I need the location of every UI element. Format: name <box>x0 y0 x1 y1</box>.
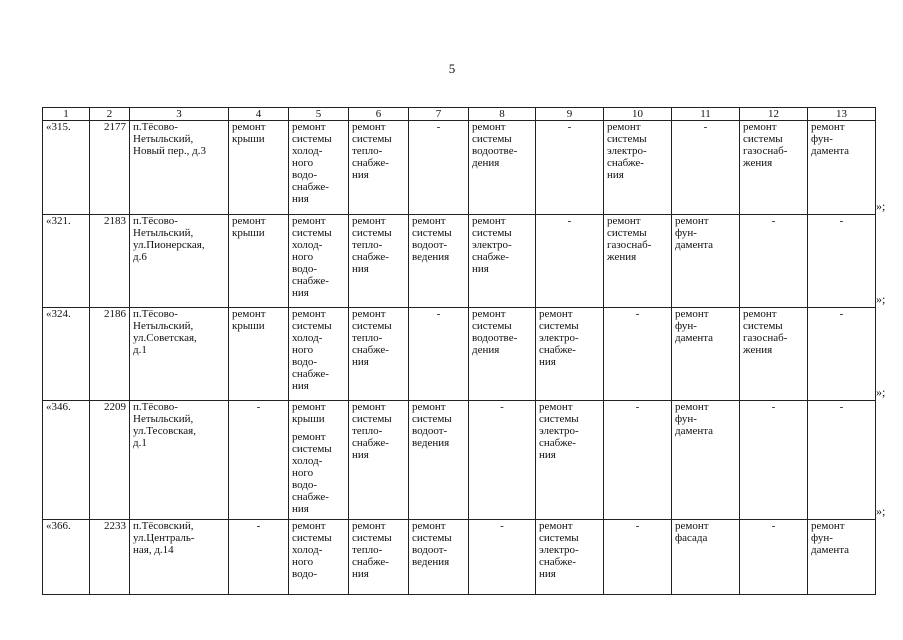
table-row <box>43 215 876 308</box>
table-row <box>43 308 876 401</box>
cell-line: системы <box>352 413 392 425</box>
work-cell <box>349 121 409 215</box>
cell-line: ремонт <box>352 215 386 227</box>
cell-line: ул.Тесовская, <box>133 425 196 437</box>
cell-line: ремонт <box>232 215 266 227</box>
row-number: «366. <box>43 520 90 595</box>
cell-line: ного <box>292 157 314 169</box>
cell-line: дения <box>472 157 500 169</box>
cell-line: снабже- <box>292 368 329 380</box>
cell-line: фун- <box>675 320 697 332</box>
cell-line: системы <box>292 227 332 239</box>
row-number: «324. <box>43 308 90 401</box>
cell-line: ул.Советская, <box>133 332 197 344</box>
cell-line: системы <box>472 133 512 145</box>
work-cell <box>469 308 536 401</box>
cell-line: дамента <box>675 332 714 344</box>
cell-line: ремонт <box>743 308 777 320</box>
row-end-quote: »; <box>876 198 886 213</box>
cell-line: крыши <box>292 413 325 425</box>
work-cell <box>740 121 808 215</box>
cell-line: ремонт <box>292 431 326 443</box>
empty-cell: - <box>740 215 808 308</box>
cell-line: снабже- <box>472 251 509 263</box>
cell-line: ремонт <box>412 520 446 532</box>
cell-line: ния <box>352 356 369 368</box>
empty-cell: - <box>229 401 289 520</box>
cell-line: снабже- <box>352 437 389 449</box>
cell-line: снабже- <box>352 556 389 568</box>
address-cell <box>130 121 229 215</box>
cell-line: п.Тёсово- <box>133 215 178 227</box>
cell-line: ремонт <box>472 121 506 133</box>
cell-line: системы <box>743 320 783 332</box>
cell-line: д.1 <box>133 344 147 356</box>
work-cell <box>672 520 740 595</box>
cell-line: ремонт <box>472 308 506 320</box>
cell-line: ния <box>292 287 309 299</box>
cell-line: д.6 <box>133 251 147 263</box>
cell-line: водо- <box>292 263 318 275</box>
cell-line: холод- <box>292 239 323 251</box>
work-cell <box>289 520 349 595</box>
empty-cell: - <box>604 520 672 595</box>
cell-line: ремонт <box>539 308 573 320</box>
work-cell <box>672 215 740 308</box>
cell-line: системы <box>412 413 452 425</box>
cell-line: газоснаб- <box>743 332 788 344</box>
cell-line: ремонт <box>292 520 326 532</box>
cell-line: дамента <box>811 544 850 556</box>
cell-line: жения <box>743 344 773 356</box>
empty-cell: - <box>604 401 672 520</box>
cell-line: системы <box>292 320 332 332</box>
cell-line: снабже- <box>539 437 576 449</box>
repair-schedule-table <box>42 107 876 595</box>
cell-line: фун- <box>811 532 833 544</box>
cell-line: крыши <box>232 227 265 239</box>
work-cell <box>289 308 349 401</box>
col-header: 12 <box>740 108 808 121</box>
address-cell <box>130 401 229 520</box>
cell-line: фун- <box>675 227 697 239</box>
empty-cell: - <box>409 121 469 215</box>
work-cell <box>289 401 349 520</box>
cell-line: водо- <box>292 568 318 580</box>
cell-line: ния <box>292 193 309 205</box>
empty-cell: - <box>409 308 469 401</box>
col-header: 7 <box>409 108 469 121</box>
work-cell <box>672 308 740 401</box>
cell-line: электро- <box>472 239 512 251</box>
cell-line: системы <box>292 133 332 145</box>
col-header: 2 <box>90 108 130 121</box>
cell-line: п.Тёсово- <box>133 121 178 133</box>
cell-line: ния <box>539 449 556 461</box>
cell-line: жения <box>743 157 773 169</box>
work-cell <box>349 520 409 595</box>
work-cell <box>229 121 289 215</box>
cell-line: электро- <box>539 425 579 437</box>
cell-line: снабже- <box>292 491 329 503</box>
building-id: 2186 <box>90 308 130 401</box>
cell-line: ния <box>539 356 556 368</box>
cell-line: тепло- <box>352 332 383 344</box>
work-cell <box>536 308 604 401</box>
cell-line: ремонт <box>607 121 641 133</box>
cell-line: водоот- <box>412 544 448 556</box>
cell-line: крыши <box>232 133 265 145</box>
table-row <box>43 401 876 520</box>
cell-line: снабже- <box>352 251 389 263</box>
work-cell <box>672 401 740 520</box>
cell-line: ремонт <box>675 401 709 413</box>
cell-line: системы <box>472 320 512 332</box>
cell-line: ния <box>292 503 309 515</box>
cell-line: снабже- <box>607 157 644 169</box>
work-cell <box>349 401 409 520</box>
cell-line: Нетыльский, <box>133 413 194 425</box>
empty-cell: - <box>604 308 672 401</box>
cell-line: п.Тёсово- <box>133 308 178 320</box>
cell-line: ния <box>292 380 309 392</box>
cell-line: ного <box>292 344 314 356</box>
cell-line: холод- <box>292 544 323 556</box>
col-header: 1 <box>43 108 90 121</box>
cell-line: ремонт <box>539 401 573 413</box>
empty-cell: - <box>672 121 740 215</box>
cell-line: снабже- <box>539 556 576 568</box>
work-cell <box>409 520 469 595</box>
work-cell <box>229 308 289 401</box>
cell-line: системы <box>412 532 452 544</box>
cell-line: тепло- <box>352 544 383 556</box>
cell-line: системы <box>472 227 512 239</box>
cell-line: водоотве- <box>472 332 518 344</box>
work-cell <box>808 520 876 595</box>
cell-line: ремонт <box>607 215 641 227</box>
cell-line: ния <box>352 449 369 461</box>
cell-line: дения <box>472 344 500 356</box>
cell-line: газоснаб- <box>743 145 788 157</box>
cell-line: Нетыльский, <box>133 227 194 239</box>
cell-line: ведения <box>412 556 450 568</box>
work-cell <box>409 215 469 308</box>
cell-line: ного <box>292 467 314 479</box>
cell-line: ведения <box>412 251 450 263</box>
cell-line: дамента <box>675 425 714 437</box>
col-header: 11 <box>672 108 740 121</box>
cell-line: электро- <box>607 145 647 157</box>
cell-line: холод- <box>292 455 323 467</box>
cell-line: газоснаб- <box>607 239 652 251</box>
cell-line: ремонт <box>675 215 709 227</box>
address-cell <box>130 520 229 595</box>
cell-line: тепло- <box>352 239 383 251</box>
work-cell <box>229 215 289 308</box>
row-end-quote: »; <box>876 503 886 518</box>
cell-line: водо- <box>292 479 318 491</box>
building-id: 2183 <box>90 215 130 308</box>
row-number: «321. <box>43 215 90 308</box>
cell-line: ремонт <box>675 520 709 532</box>
cell-line: снабже- <box>352 157 389 169</box>
cell-line: ремонт <box>539 520 573 532</box>
empty-cell: - <box>469 401 536 520</box>
cell-line: ния <box>539 568 556 580</box>
cell-line: системы <box>539 532 579 544</box>
cell-line: электро- <box>539 332 579 344</box>
work-cell <box>349 215 409 308</box>
cell-line: системы <box>352 532 392 544</box>
work-cell <box>536 401 604 520</box>
cell-line: системы <box>292 443 332 455</box>
col-header: 9 <box>536 108 604 121</box>
empty-cell: - <box>229 520 289 595</box>
cell-line: водоот- <box>412 425 448 437</box>
cell-line: п.Тёсово- <box>133 401 178 413</box>
cell-line: ремонт <box>352 308 386 320</box>
work-cell <box>604 121 672 215</box>
cell-line: ремонт <box>352 520 386 532</box>
work-cell <box>289 121 349 215</box>
cell-line: системы <box>607 133 647 145</box>
row-end-quote: »; <box>876 291 886 306</box>
cell-line: ния <box>352 169 369 181</box>
empty-cell: - <box>808 215 876 308</box>
cell-line: ремонт <box>292 401 326 413</box>
cell-line: ремонт <box>811 520 845 532</box>
cell-line: ния <box>352 568 369 580</box>
empty-cell: - <box>536 215 604 308</box>
table-row <box>43 520 876 595</box>
cell-line: фасада <box>675 532 708 544</box>
work-cell <box>469 215 536 308</box>
work-cell <box>289 215 349 308</box>
cell-line: Новый пер., д.3 <box>133 145 207 157</box>
cell-line: водо- <box>292 356 318 368</box>
cell-line: снабже- <box>292 181 329 193</box>
table-row <box>43 121 876 215</box>
cell-line: д.1 <box>133 437 147 449</box>
row-end-quote: »; <box>876 384 886 399</box>
cell-line: ремонт <box>232 121 266 133</box>
cell-line: холод- <box>292 332 323 344</box>
col-header: 5 <box>289 108 349 121</box>
address-cell <box>130 215 229 308</box>
cell-line: фун- <box>811 133 833 145</box>
building-id: 2233 <box>90 520 130 595</box>
cell-line: системы <box>412 227 452 239</box>
work-cell <box>740 308 808 401</box>
cell-line: ремонт <box>472 215 506 227</box>
cell-line: системы <box>539 413 579 425</box>
cell-line: фун- <box>675 413 697 425</box>
cell-line: снабже- <box>352 344 389 356</box>
cell-line: ремонт <box>292 215 326 227</box>
cell-line: электро- <box>539 544 579 556</box>
building-id: 2177 <box>90 121 130 215</box>
empty-cell: - <box>808 308 876 401</box>
cell-line: ремонт <box>292 308 326 320</box>
col-header: 13 <box>808 108 876 121</box>
cell-line: Нетыльский, <box>133 133 194 145</box>
cell-line: водо- <box>292 169 318 181</box>
cell-line: системы <box>352 133 392 145</box>
cell-line: ремонт <box>743 121 777 133</box>
cell-line: ния <box>607 169 624 181</box>
cell-line: ния <box>472 263 489 275</box>
work-cell <box>409 401 469 520</box>
cell-line: тепло- <box>352 425 383 437</box>
cell-line: ремонт <box>352 401 386 413</box>
empty-cell: - <box>808 401 876 520</box>
cell-line: системы <box>743 133 783 145</box>
cell-line: холод- <box>292 145 323 157</box>
cell-line: ремонт <box>675 308 709 320</box>
work-cell <box>536 520 604 595</box>
cell-line: ремонт <box>412 215 446 227</box>
cell-line: системы <box>539 320 579 332</box>
work-cell <box>349 308 409 401</box>
col-header: 10 <box>604 108 672 121</box>
cell-line: Нетыльский, <box>133 320 194 332</box>
cell-line: жения <box>607 251 637 263</box>
empty-cell: - <box>469 520 536 595</box>
cell-line: ремонт <box>292 121 326 133</box>
cell-line: снабже- <box>292 275 329 287</box>
cell-line: ул.Централь- <box>133 532 195 544</box>
cell-line: системы <box>607 227 647 239</box>
building-id: 2209 <box>90 401 130 520</box>
cell-line: ная, д.14 <box>133 544 174 556</box>
cell-line: системы <box>352 320 392 332</box>
cell-line: ремонт <box>412 401 446 413</box>
cell-line: крыши <box>232 320 265 332</box>
cell-line: ремонт <box>352 121 386 133</box>
cell-line: водоотве- <box>472 145 518 157</box>
col-header: 8 <box>469 108 536 121</box>
work-cell <box>808 121 876 215</box>
cell-line: дамента <box>675 239 714 251</box>
cell-line: ния <box>352 263 369 275</box>
address-cell <box>130 308 229 401</box>
cell-line: ного <box>292 556 314 568</box>
cell-line: дамента <box>811 145 850 157</box>
work-cell <box>604 215 672 308</box>
row-number: «346. <box>43 401 90 520</box>
empty-cell: - <box>740 401 808 520</box>
col-header: 4 <box>229 108 289 121</box>
cell-line: системы <box>292 532 332 544</box>
cell-line: тепло- <box>352 145 383 157</box>
cell-line: снабже- <box>539 344 576 356</box>
cell-line: ведения <box>412 437 450 449</box>
page-number: 5 <box>448 61 456 76</box>
cell-line: системы <box>352 227 392 239</box>
empty-cell: - <box>740 520 808 595</box>
work-cell <box>469 121 536 215</box>
cell-line: ного <box>292 251 314 263</box>
cell-line: водоот- <box>412 239 448 251</box>
cell-line: ул.Пионерская, <box>133 239 205 251</box>
col-header: 3 <box>130 108 229 121</box>
header-row <box>43 108 876 121</box>
cell-line: ремонт <box>232 308 266 320</box>
cell-line: п.Тёсовский, <box>133 520 194 532</box>
col-header: 6 <box>349 108 409 121</box>
empty-cell: - <box>536 121 604 215</box>
row-number: «315. <box>43 121 90 215</box>
cell-line: ремонт <box>811 121 845 133</box>
